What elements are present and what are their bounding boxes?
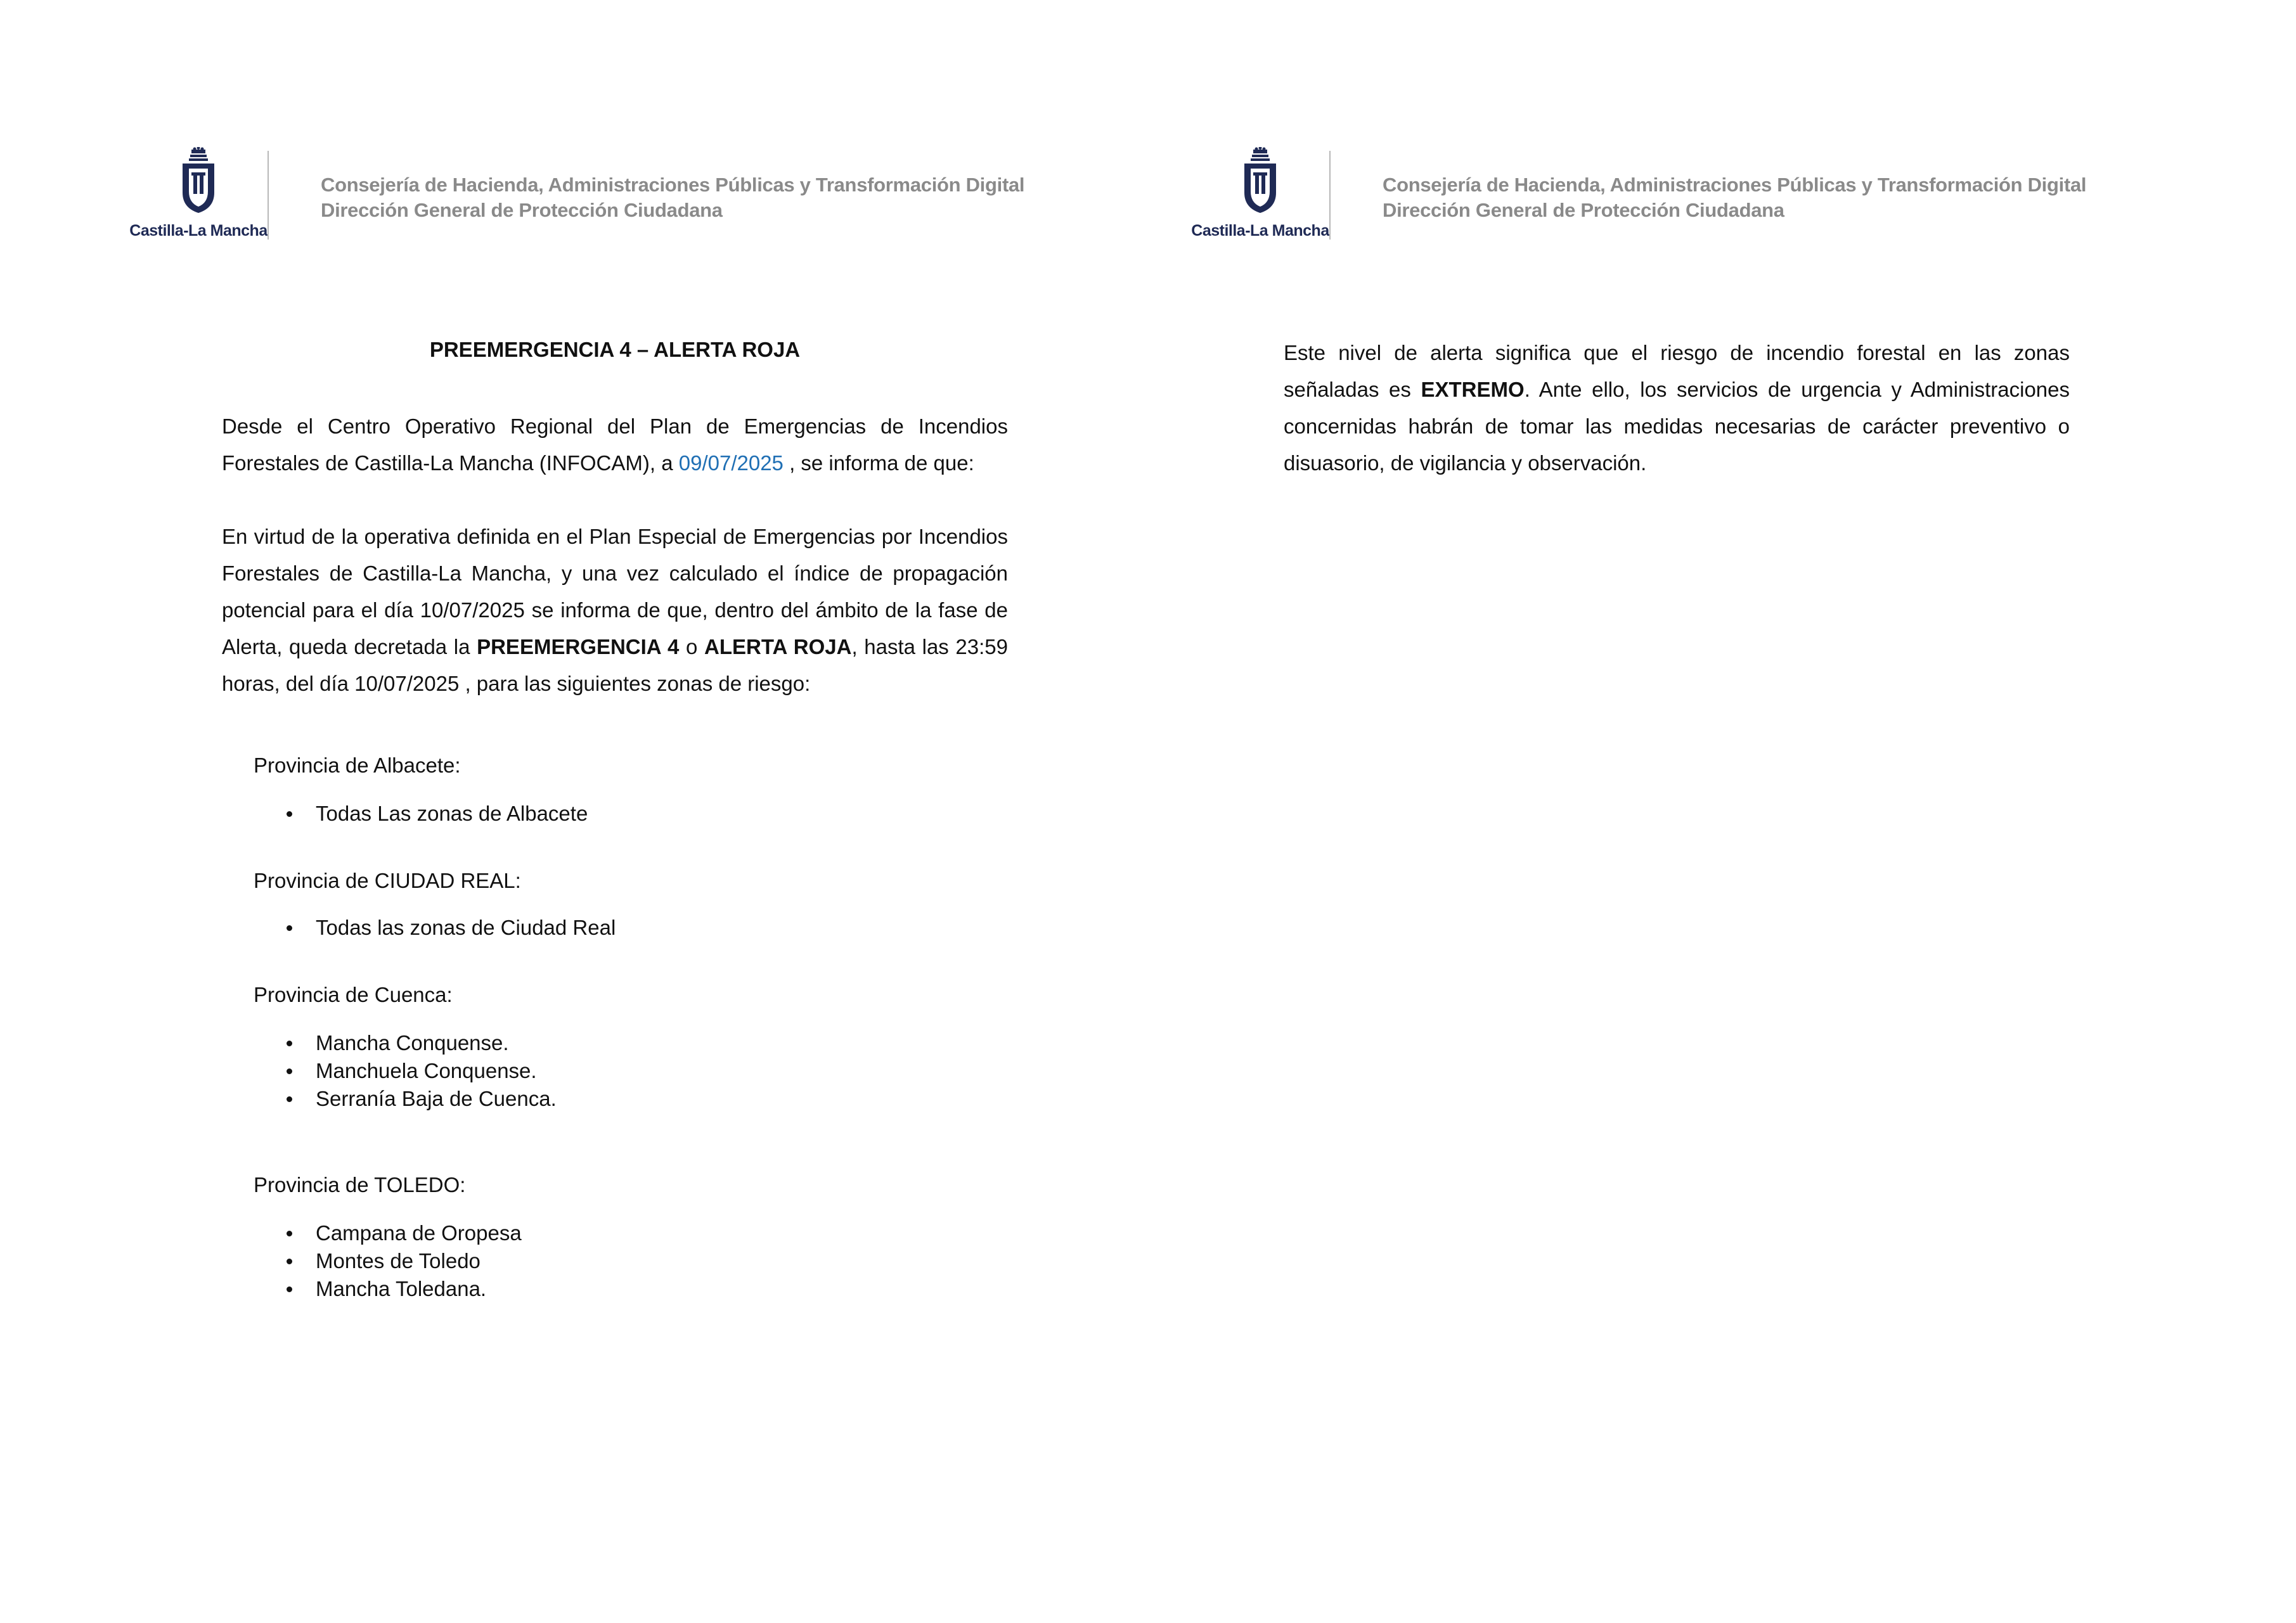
list-item: Montes de Toledo [284, 1247, 522, 1275]
alert-title: PREEMERGENCIA 4 – ALERTA ROJA [429, 338, 801, 361]
logo-wordmark: Castilla-La Mancha [129, 222, 268, 240]
bullet-icon [287, 1286, 292, 1292]
province-heading: Provincia de Albacete: [254, 754, 461, 777]
list-item: Mancha Conquense. [284, 1029, 557, 1057]
page-header [126, 147, 1203, 242]
zone-list [284, 914, 616, 942]
alert-level: ALERTA ROJA [704, 635, 852, 658]
preemergency-level: PREEMERGENCIA 4 [477, 635, 680, 658]
crown-shield-icon [176, 147, 221, 217]
zone-list [284, 1219, 522, 1303]
logo-wordmark: Castilla-La Mancha [1191, 222, 1329, 240]
crown-shield-icon [1238, 147, 1282, 217]
list-item: Serranía Baja de Cuenca. [284, 1085, 557, 1113]
list-item: Campana de Oropesa [284, 1219, 522, 1247]
list-item: Todas las zonas de Ciudad Real [284, 914, 616, 942]
province-heading: Provincia de CIUDAD REAL: [254, 869, 521, 892]
intro-paragraph: Desde el Centro Operativo Regional del Plan de Emergencias de Incendios Forestales de Castilla-La Mancha (INFOCAM), a 09/07/2025 , se informa de que: [222, 414, 1008, 475]
header-ministry: Consejería de Hacienda, Administraciones Públicas y Transformación Digital [321, 174, 1025, 196]
list-item: Todas Las zonas de Albacete [284, 800, 588, 828]
header-department [1383, 172, 2086, 223]
bullet-icon [287, 1096, 292, 1102]
decree-paragraph: En virtud de la operativa definida en el Plan Especial de Emergencias por Incendios Forestales de Castilla-La Mancha, y una vez calculado el índice de propagación potencial para el día 10/07/2025 se informa de que, dentro del ámbito de la fase de Alerta, queda decretada la PREEMERGENCIA 4 o ALERTA ROJA, hasta las 23:59 horas, del día 10/07/2025 , para las siguientes zonas de riesgo: [222, 525, 1008, 695]
province-heading: Provincia de Cuenca: [254, 983, 453, 1006]
bullet-icon [287, 1041, 292, 1046]
header-directorate: Dirección General de Protección Ciudadana [1383, 199, 1784, 221]
page-header [1187, 147, 2265, 242]
issue-date-link[interactable]: 09/07/2025 [678, 451, 784, 475]
bullet-icon [287, 1231, 292, 1236]
risk-level: EXTREMO [1421, 378, 1525, 401]
list-item: Mancha Toledana. [284, 1275, 522, 1303]
bullet-icon [287, 925, 292, 931]
castilla-la-mancha-logo [1187, 147, 1333, 242]
header-directorate: Dirección General de Protección Ciudadana [321, 199, 723, 221]
bullet-icon [287, 1259, 292, 1264]
list-item: Manchuela Conquense. [284, 1057, 557, 1085]
province-heading: Provincia de TOLEDO: [254, 1173, 466, 1196]
alert-meaning-paragraph: Este nivel de alerta significa que el riesgo de incendio forestal en las zonas señaladas es EXTREMO. Ante ello, los servicios de urgencia y Administraciones concernidas habrán de tomar las medidas necesarias de carácter preventivo o disuasorio, de vigilancia y observación. [1284, 341, 2070, 475]
header-department [321, 172, 1024, 223]
zone-list [284, 800, 588, 828]
page-2-body [1284, 335, 2070, 482]
castilla-la-mancha-logo [126, 147, 271, 242]
header-divider [268, 151, 269, 240]
header-ministry: Consejería de Hacienda, Administraciones Públicas y Transformación Digital [1383, 174, 2087, 196]
document-page-2 [1148, 0, 2296, 1623]
page-1-body [222, 337, 1008, 702]
header-divider [1329, 151, 1331, 240]
zone-list [284, 1029, 557, 1113]
bullet-icon [287, 1068, 292, 1074]
bullet-icon [287, 811, 292, 817]
